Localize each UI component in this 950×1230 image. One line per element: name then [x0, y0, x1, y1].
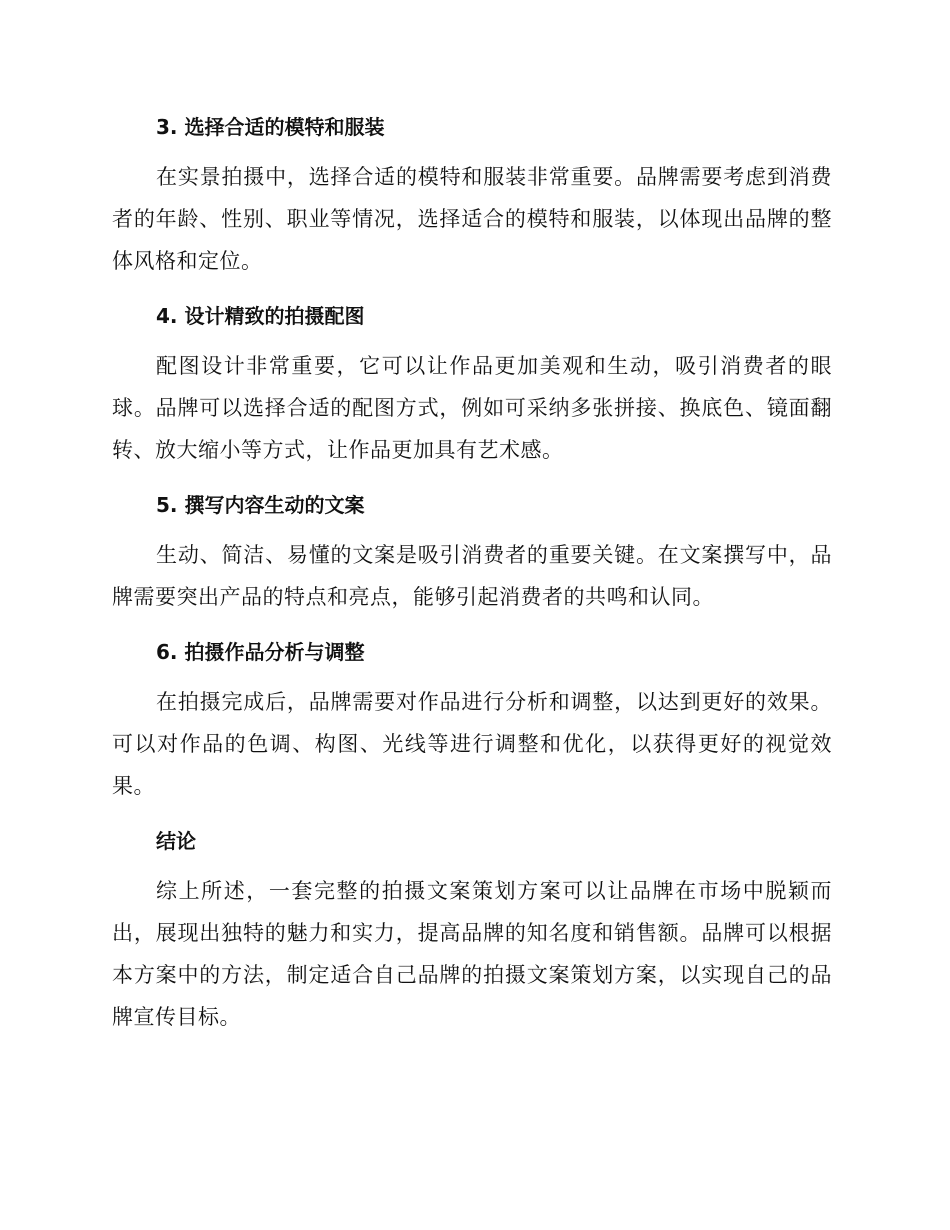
section-models-clothing [112, 110, 832, 282]
section-analysis-adjustment [112, 635, 832, 807]
section-heading: 3. 选择合适的模特和服装 [156, 115, 385, 139]
section-heading: 结论 [156, 829, 196, 853]
section-copywriting [112, 488, 832, 618]
section-heading: 4. 设计精致的拍摄配图 [156, 304, 365, 328]
section-conclusion [112, 824, 832, 1038]
section-photo-layout [112, 299, 832, 471]
section-heading: 6. 拍摄作品分析与调整 [156, 640, 365, 664]
document-page [112, 110, 832, 1055]
section-paragraph: 在实景拍摄中，选择合适的模特和服装非常重要。品牌需要考虑到消费者的年龄、性别、职业等情况，选择适合的模特和服装，以体现出品牌的整体风格和定位。 [112, 165, 832, 273]
section-heading: 5. 撰写内容生动的文案 [156, 493, 365, 517]
section-paragraph: 综上所述，一套完整的拍摄文案策划方案可以让品牌在市场中脱颖而出，展现出独特的魅力和实力，提高品牌的知名度和销售额。品牌可以根据本方案中的方法，制定适合自己品牌的拍摄文案策划方案，以实现自己的品牌宣传目标。 [112, 879, 832, 1029]
section-paragraph: 生动、简洁、易懂的文案是吸引消费者的重要关键。在文案撰写中，品牌需要突出产品的特点和亮点，能够引起消费者的共鸣和认同。 [112, 543, 832, 609]
section-paragraph: 配图设计非常重要，它可以让作品更加美观和生动，吸引消费者的眼球。品牌可以选择合适的配图方式，例如可采纳多张拼接、换底色、镜面翻转、放大缩小等方式，让作品更加具有艺术感。 [112, 354, 832, 462]
section-paragraph: 在拍摄完成后，品牌需要对作品进行分析和调整，以达到更好的效果。可以对作品的色调、构图、光线等进行调整和优化，以获得更好的视觉效果。 [112, 690, 832, 798]
